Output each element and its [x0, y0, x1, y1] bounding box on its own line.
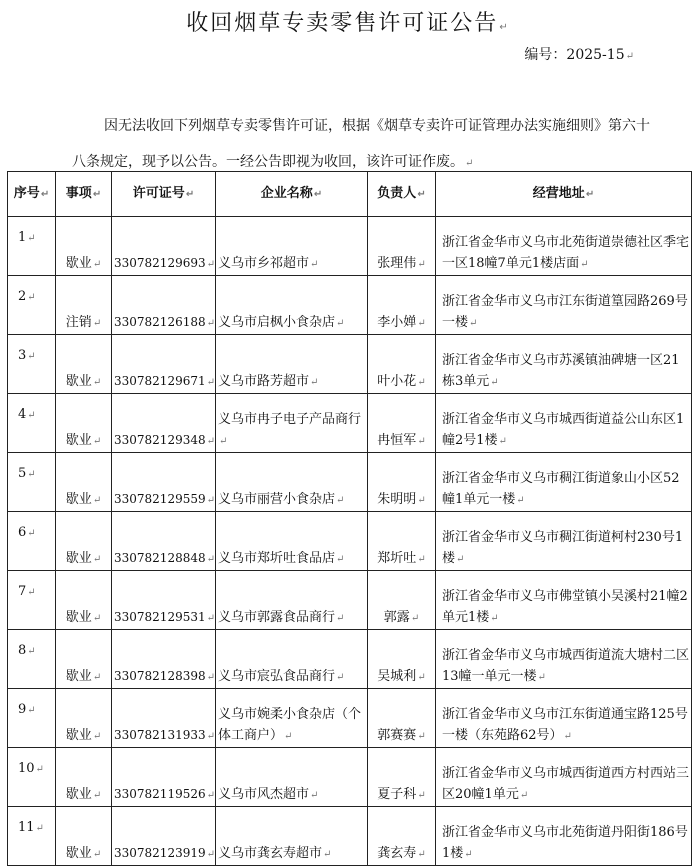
cell-person: 吴城利↵	[368, 630, 436, 689]
cell-item: 歇业↵	[56, 571, 112, 630]
license-table	[7, 171, 692, 866]
cell-address: 浙江省金华市义乌市稠江街道象山小区52幢1单元一楼↵	[436, 453, 692, 512]
cell-company: 义乌市乡祁超市↵	[216, 217, 368, 276]
table-header-row	[8, 172, 692, 217]
cell-company: 义乌市路芳超市↵	[216, 335, 368, 394]
header-item: 事项↵	[56, 172, 112, 217]
cell-license: 330782128398↵	[112, 630, 216, 689]
cell-company: 义乌市风杰超市↵	[216, 748, 368, 807]
cell-person: 郭赛赛↵	[368, 689, 436, 748]
cell-company: 义乌市婉柔小食杂店（个体工商户）↵	[216, 689, 368, 748]
header-person: 负责人↵	[368, 172, 436, 217]
cell-item: 歇业↵	[56, 512, 112, 571]
cell-item: 歇业↵	[56, 630, 112, 689]
table-row	[8, 394, 692, 453]
cell-address: 浙江省金华市义乌市城西街道西方村西站三区20幢1单元↵	[436, 748, 692, 807]
cell-item: 歇业↵	[56, 335, 112, 394]
cell-company: 义乌市丽营小食杂店↵	[216, 453, 368, 512]
cell-person: 郭露↵	[368, 571, 436, 630]
cell-person: 李小婵↵	[368, 276, 436, 335]
cell-license: 330782123919↵	[112, 807, 216, 866]
cell-company: 义乌市冉子电子产品商行↵	[216, 394, 368, 453]
header-license: 许可证号↵	[112, 172, 216, 217]
cell-person: 叶小花↵	[368, 335, 436, 394]
cell-seq: 9↵	[8, 689, 56, 748]
table-row	[8, 689, 692, 748]
cell-person: 夏子科↵	[368, 748, 436, 807]
cell-item: 歇业↵	[56, 453, 112, 512]
cell-license: 330782126188↵	[112, 276, 216, 335]
cell-person: 郑圻吐↵	[368, 512, 436, 571]
table-row	[8, 807, 692, 866]
cell-license: 330782131933↵	[112, 689, 216, 748]
table-row	[8, 276, 692, 335]
cell-address: 浙江省金华市义乌市佛堂镇小吴溪村21幢2单元1楼↵	[436, 571, 692, 630]
cell-seq: 2↵	[8, 276, 56, 335]
header-address: 经营地址↵	[436, 172, 692, 217]
cell-item: 歇业↵	[56, 807, 112, 866]
table-row	[8, 630, 692, 689]
cell-license: 330782128848↵	[112, 512, 216, 571]
cell-address: 浙江省金华市义乌市城西街道益公山东区1幢2号1楼↵	[436, 394, 692, 453]
table-row	[8, 571, 692, 630]
cell-company: 义乌市启枫小食杂店↵	[216, 276, 368, 335]
cell-license: 330782129531↵	[112, 571, 216, 630]
table-row	[8, 748, 692, 807]
header-company: 企业名称↵	[216, 172, 368, 217]
cell-item: 歇业↵	[56, 217, 112, 276]
cell-address: 浙江省金华市义乌市稠江街道柯村230号1楼↵	[436, 512, 692, 571]
cell-seq: 4↵	[8, 394, 56, 453]
table-row	[8, 453, 692, 512]
notice-paragraph: 因无法收回下列烟草专卖零售许可证，根据《烟草专卖许可证管理办法实施细则》第六十八条规定，现予以公告。一经公告即视为收回，该许可证作废。↵	[72, 118, 650, 170]
cell-item: 注销↵	[56, 276, 112, 335]
cell-company: 义乌市龚玄寿超市↵	[216, 807, 368, 866]
cell-company: 义乌市郑圻吐食品店↵	[216, 512, 368, 571]
cell-license: 330782119526↵	[112, 748, 216, 807]
cell-seq: 11↵	[8, 807, 56, 866]
cell-person: 龚玄寿↵	[368, 807, 436, 866]
cell-company: 义乌市郭露食品商行↵	[216, 571, 368, 630]
cell-item: 歇业↵	[56, 394, 112, 453]
cell-license: 330782129693↵	[112, 217, 216, 276]
cell-seq: 5↵	[8, 453, 56, 512]
table-row	[8, 512, 692, 571]
cell-seq: 10↵	[8, 748, 56, 807]
cell-item: 歇业↵	[56, 748, 112, 807]
header-seq: 序号↵	[8, 172, 56, 217]
cell-company: 义乌市宸弘食品商行↵	[216, 630, 368, 689]
cell-seq: 6↵	[8, 512, 56, 571]
cell-address: 浙江省金华市义乌市苏溪镇油碑塘一区21栋3单元↵	[436, 335, 692, 394]
cell-address: 浙江省金华市义乌市北苑街道崇德社区季宅一区18幢7单元1楼店面↵	[436, 217, 692, 276]
cell-address: 浙江省金华市义乌市城西街道流大塘村二区13幢一单元一楼↵	[436, 630, 692, 689]
cell-person: 冉恒军↵	[368, 394, 436, 453]
cell-license: 330782129348↵	[112, 394, 216, 453]
cell-item: 歇业↵	[56, 689, 112, 748]
cell-person: 朱明明↵	[368, 453, 436, 512]
cell-person: 张理伟↵	[368, 217, 436, 276]
doc-number: 编号：2025-15↵	[524, 47, 634, 63]
table-row	[8, 335, 692, 394]
cell-address: 浙江省金华市义乌市北苑街道丹阳街186号1楼↵	[436, 807, 692, 866]
cell-license: 330782129671↵	[112, 335, 216, 394]
table-row	[8, 217, 692, 276]
document-title: 收回烟草专卖零售许可证公告↵	[186, 11, 510, 36]
cell-address: 浙江省金华市义乌市江东街道篁园路269号一楼↵	[436, 276, 692, 335]
cell-seq: 1↵	[8, 217, 56, 276]
cell-seq: 7↵	[8, 571, 56, 630]
cell-seq: 3↵	[8, 335, 56, 394]
cell-license: 330782129559↵	[112, 453, 216, 512]
cell-address: 浙江省金华市义乌市江东街道通宝路125号一楼（东苑路62号）↵	[436, 689, 692, 748]
cell-seq: 8↵	[8, 630, 56, 689]
